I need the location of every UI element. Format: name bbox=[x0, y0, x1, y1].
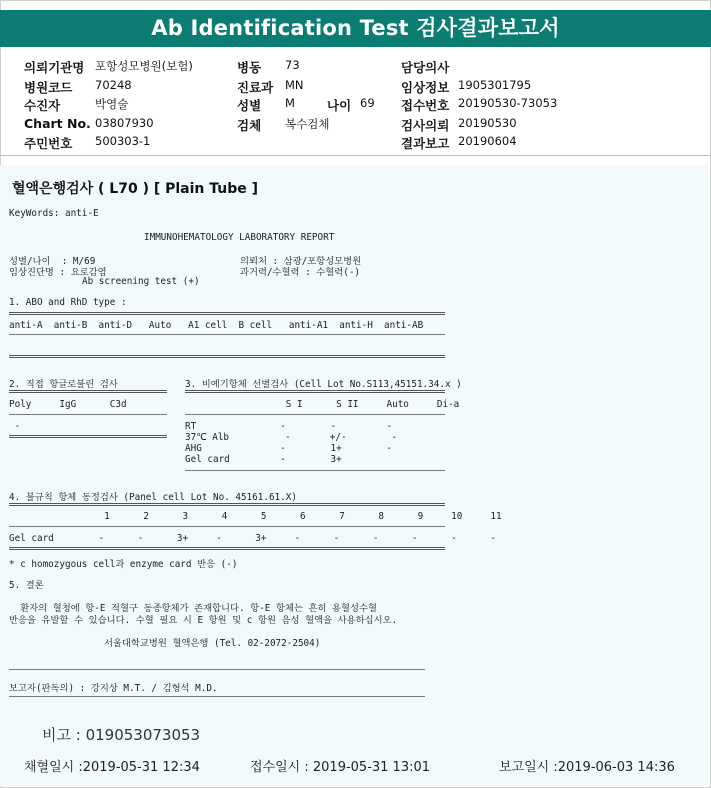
indirect-row: RT - - - bbox=[185, 421, 393, 432]
indirect-rule-bottom bbox=[185, 470, 445, 471]
received-datetime: 접수일시 : 2019-05-31 13:01 bbox=[250, 760, 431, 775]
header-patient-name: 수진자 박영술 bbox=[24, 97, 129, 113]
header-age: 나이 69 bbox=[327, 96, 375, 113]
header-ward: 병동 73 bbox=[237, 58, 300, 75]
header-clinical-info: 임상정보 1905301795 bbox=[401, 78, 532, 95]
indirect-row: 37℃ Alb - +/- - bbox=[185, 432, 397, 443]
header-department: 진료과 MN bbox=[237, 78, 304, 95]
lab-report-title: IMMUNOHEMATOLOGY LABORATORY REPORT bbox=[144, 232, 335, 243]
header-doctor: 담당의사 bbox=[401, 60, 450, 75]
conclusion-line: 반응을 유발할 수 있습니다. 수혈 필요 시 E 항원 및 c 항원 음성 혈액을 사용하십시오. bbox=[9, 615, 398, 626]
panel-rule-mid bbox=[9, 526, 445, 527]
reporter-rule-bottom bbox=[9, 696, 425, 697]
header-chart-no: Chart No. 03807930 bbox=[24, 116, 154, 131]
direct-rule-top bbox=[9, 390, 167, 393]
header-hospital-code: 병원코드 70248 bbox=[24, 78, 132, 95]
header-test-request: 검사의뢰 20190530 bbox=[401, 116, 517, 133]
indirect-rule-top bbox=[185, 390, 445, 393]
panel-row: Gel card - - 3+ - 3+ - - - - - - bbox=[9, 533, 496, 544]
lab-hospital: 서울대학교병원 혈액은행 (Tel. 02-2072-2504) bbox=[104, 638, 321, 649]
header-divider bbox=[0, 155, 711, 156]
sex-age: 성별/나이 : M/69 bbox=[9, 256, 96, 267]
header-receipt-no: 접수번호 20190530-73053 bbox=[401, 96, 558, 113]
abo-rule-bottom bbox=[9, 355, 445, 358]
keywords: KeyWords: anti-E bbox=[9, 208, 99, 219]
abo-title: 1. ABO and RhD type : bbox=[9, 297, 127, 308]
abo-rule-mid bbox=[9, 334, 445, 335]
indirect-title: 3. 비예기항체 선별검사 (Cell Lot No.S113,45151.34.x ) bbox=[185, 379, 462, 390]
indirect-rule-mid bbox=[185, 414, 445, 415]
header-institution: 의뢰기관명 포항성모병원(보험) bbox=[24, 59, 193, 75]
panel-note: * c homozygous cell과 enzyme card 반응 (-) bbox=[9, 559, 238, 570]
indirect-headers: S I S II Auto Di-a bbox=[185, 399, 460, 410]
conclusion-title: 5. 결론 bbox=[9, 580, 44, 591]
conclusion-line: 환자의 혈청에 항-E 적혈구 동종항체가 존재합니다. 항-E 항체는 흔히 용혈성수혈 bbox=[9, 603, 377, 614]
requester: 의뢰처 : 삼광/포항성모병원 bbox=[240, 256, 362, 267]
abo-headers: anti-A anti-B anti-D Auto A1 cell B cell anti-A1 anti-H anti-AB bbox=[9, 320, 424, 331]
report-title: Ab Identification Test 검사결과보고서 bbox=[0, 10, 711, 47]
header-specimen: 검체 복수검체 bbox=[237, 117, 330, 133]
reported-datetime: 보고일시 :2019-06-03 14:36 bbox=[499, 760, 675, 775]
remark: 비고 : 019053073053 bbox=[42, 726, 201, 744]
indirect-row: Gel card - 3+ bbox=[185, 454, 342, 465]
header-sex: 성별 M bbox=[237, 96, 295, 113]
panel-rule-top bbox=[9, 503, 445, 506]
reporter-rule-top bbox=[9, 669, 425, 670]
panel-headers: 1 2 3 4 5 6 7 8 9 10 11 bbox=[9, 511, 502, 522]
direct-title: 2. 직접 항글로불린 검사 bbox=[9, 379, 118, 390]
reporter: 보고자(판독의) : 강지상 M.T. / 김형석 M.D. bbox=[9, 683, 218, 694]
transfusion-history: 과거력/수혈력 : 수혈력(-) bbox=[240, 267, 361, 278]
header-result-report: 결과보고 20190604 bbox=[401, 134, 517, 151]
panel-rule-bottom bbox=[9, 547, 445, 550]
screening-result: Ab screening test (+) bbox=[82, 276, 200, 287]
direct-values: - bbox=[9, 421, 21, 432]
direct-headers: Poly IgG C3d bbox=[9, 399, 127, 410]
direct-rule-mid bbox=[9, 414, 167, 415]
section-title: 혈액은행검사 ( L70 ) [ Plain Tube ] bbox=[12, 181, 259, 197]
header-resident-no: 주민번호 500303-1 bbox=[24, 134, 151, 151]
indirect-row: AHG - 1+ - bbox=[185, 443, 393, 454]
abo-rule-top bbox=[9, 312, 445, 315]
collected-datetime: 채혈일시 :2019-05-31 12:34 bbox=[24, 760, 200, 775]
diagnosis: 임상진단명 : 요로감염 bbox=[9, 267, 107, 278]
panel-title: 4. 불규칙 항체 동정검사 (Panel cell Lot No. 45161.61.X) bbox=[9, 492, 297, 503]
direct-rule-bottom bbox=[9, 435, 167, 438]
